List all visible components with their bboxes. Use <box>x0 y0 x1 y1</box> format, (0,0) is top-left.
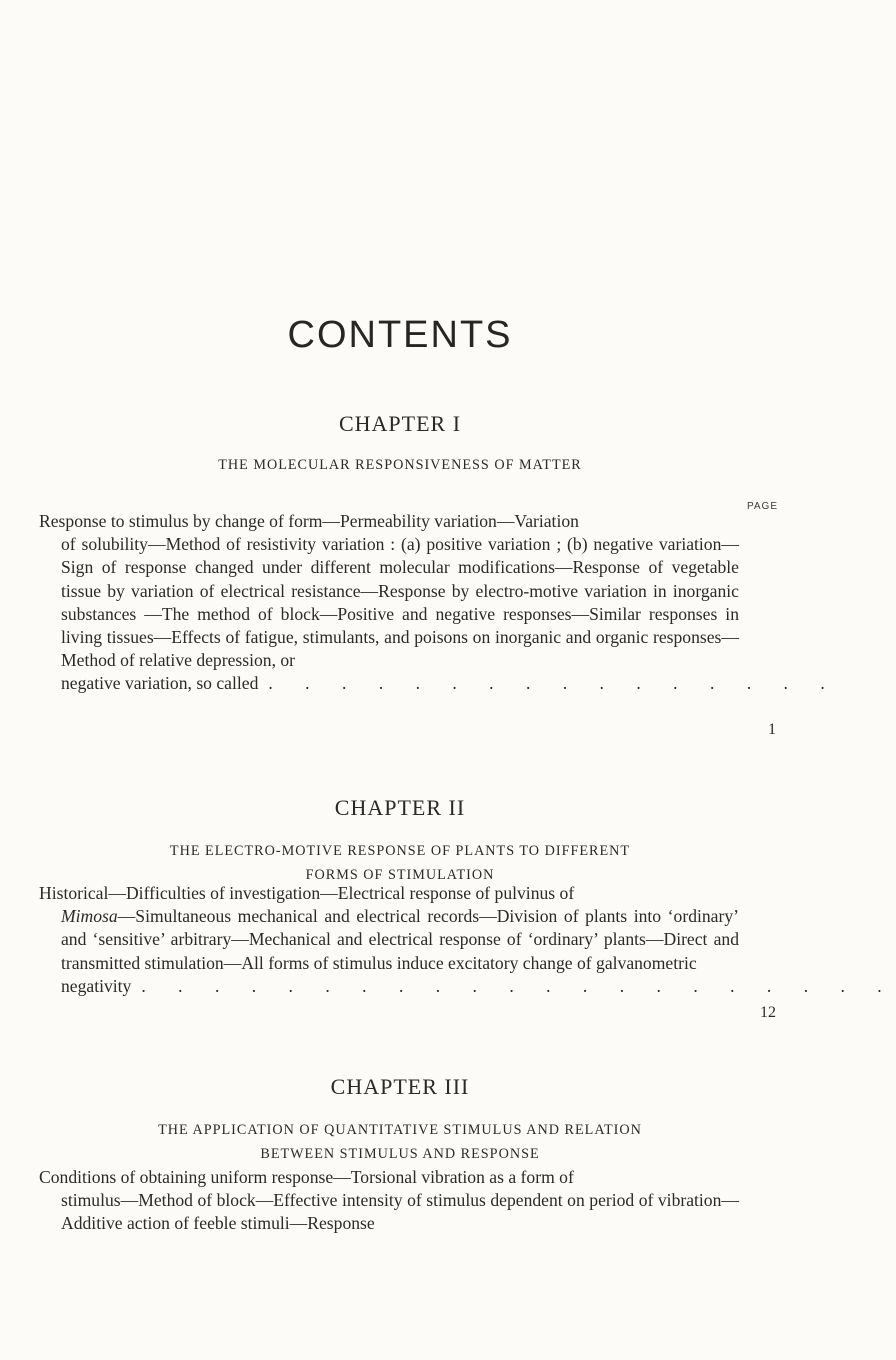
summary-italic-term: Mimosa <box>61 906 118 927</box>
subtitle-line-2: FORMS OF STIMULATION <box>305 867 495 883</box>
page-column-label: PAGE <box>746 501 778 512</box>
chapter-subtitle <box>0 1118 800 1166</box>
chapter-2 <box>0 795 800 887</box>
chapter-1 <box>0 411 800 477</box>
chapter-subtitle: THE MOLECULAR RESPONSIVENESS OF MATTER <box>218 457 582 473</box>
summary-last-text: negativity <box>61 975 132 996</box>
summary-continuation: stimulus—Method of block—Effective intensity of stimulus dependent on period of vibration—Additive action of feeble stimuli—Response <box>61 1190 739 1234</box>
chapter-heading: CHAPTER III <box>330 1074 470 1099</box>
summary-continuation: of solubility—Method of resistivity variation : (a) positive variation ; (b) negative variation—Sign of response changed under different molecular modifications—Response of vegetable tissue by variation of electrical resistance—Response by electro-motive variation in inorganic substances —The method of block—Positive and negative responses—Similar responses in living tissues—Effects of fatigue, stimulants, and poisons on inorganic and organic responses—Method of relative depression, or <box>61 534 739 671</box>
dot-leader: . . . . . . . . . . . . . . . . <box>268 673 839 694</box>
subtitle-line-1: THE ELECTRO-MOTIVE RESPONSE OF PLANTS TO DIFFERENT <box>169 843 631 859</box>
chapter-summary <box>39 510 839 696</box>
page-title: CONTENTS <box>287 314 513 356</box>
chapter-3 <box>0 1074 800 1166</box>
page-number: 12 <box>760 1004 776 1021</box>
chapter-heading: CHAPTER I <box>338 411 462 436</box>
summary-first-line: Response to stimulus by change of form—Permeability variation—Variation <box>39 511 579 531</box>
subtitle-line-1: THE APPLICATION OF QUANTITATIVE STIMULUS AND RELATION <box>158 1122 642 1138</box>
dot-leader: . . . . . . . . . . . . . . . . . . . . . <box>141 975 896 996</box>
chapter-summary <box>39 1166 739 1236</box>
summary-continuation <box>39 905 739 975</box>
subtitle-line-2: BETWEEN STIMULUS AND RESPONSE <box>260 1146 540 1162</box>
chapter-subtitle <box>0 839 800 887</box>
summary-first-line: Historical—Difficulties of investigation—Electrical response of pulvinus of <box>39 883 575 903</box>
summary-last-line <box>39 672 839 695</box>
summary-last-line <box>39 975 896 998</box>
page-number: 1 <box>768 721 776 738</box>
chapter-heading: CHAPTER II <box>334 795 466 820</box>
summary-first-line: Conditions of obtaining uniform response—Torsional vibration as a form of <box>39 1167 574 1187</box>
summary-last-text: negative variation, so called <box>61 673 259 694</box>
summary-rest: —Simultaneous mechanical and electrical records—Division of plants into ‘ordinary’ and ‘sensitive’ arbitrary—Mechanical and electrical response of ‘ordinary’ plants—Direct and transmitted stimulation—All forms of stimulus induce excitatory change of galvanometric <box>61 906 739 973</box>
chapter-summary <box>39 882 896 998</box>
